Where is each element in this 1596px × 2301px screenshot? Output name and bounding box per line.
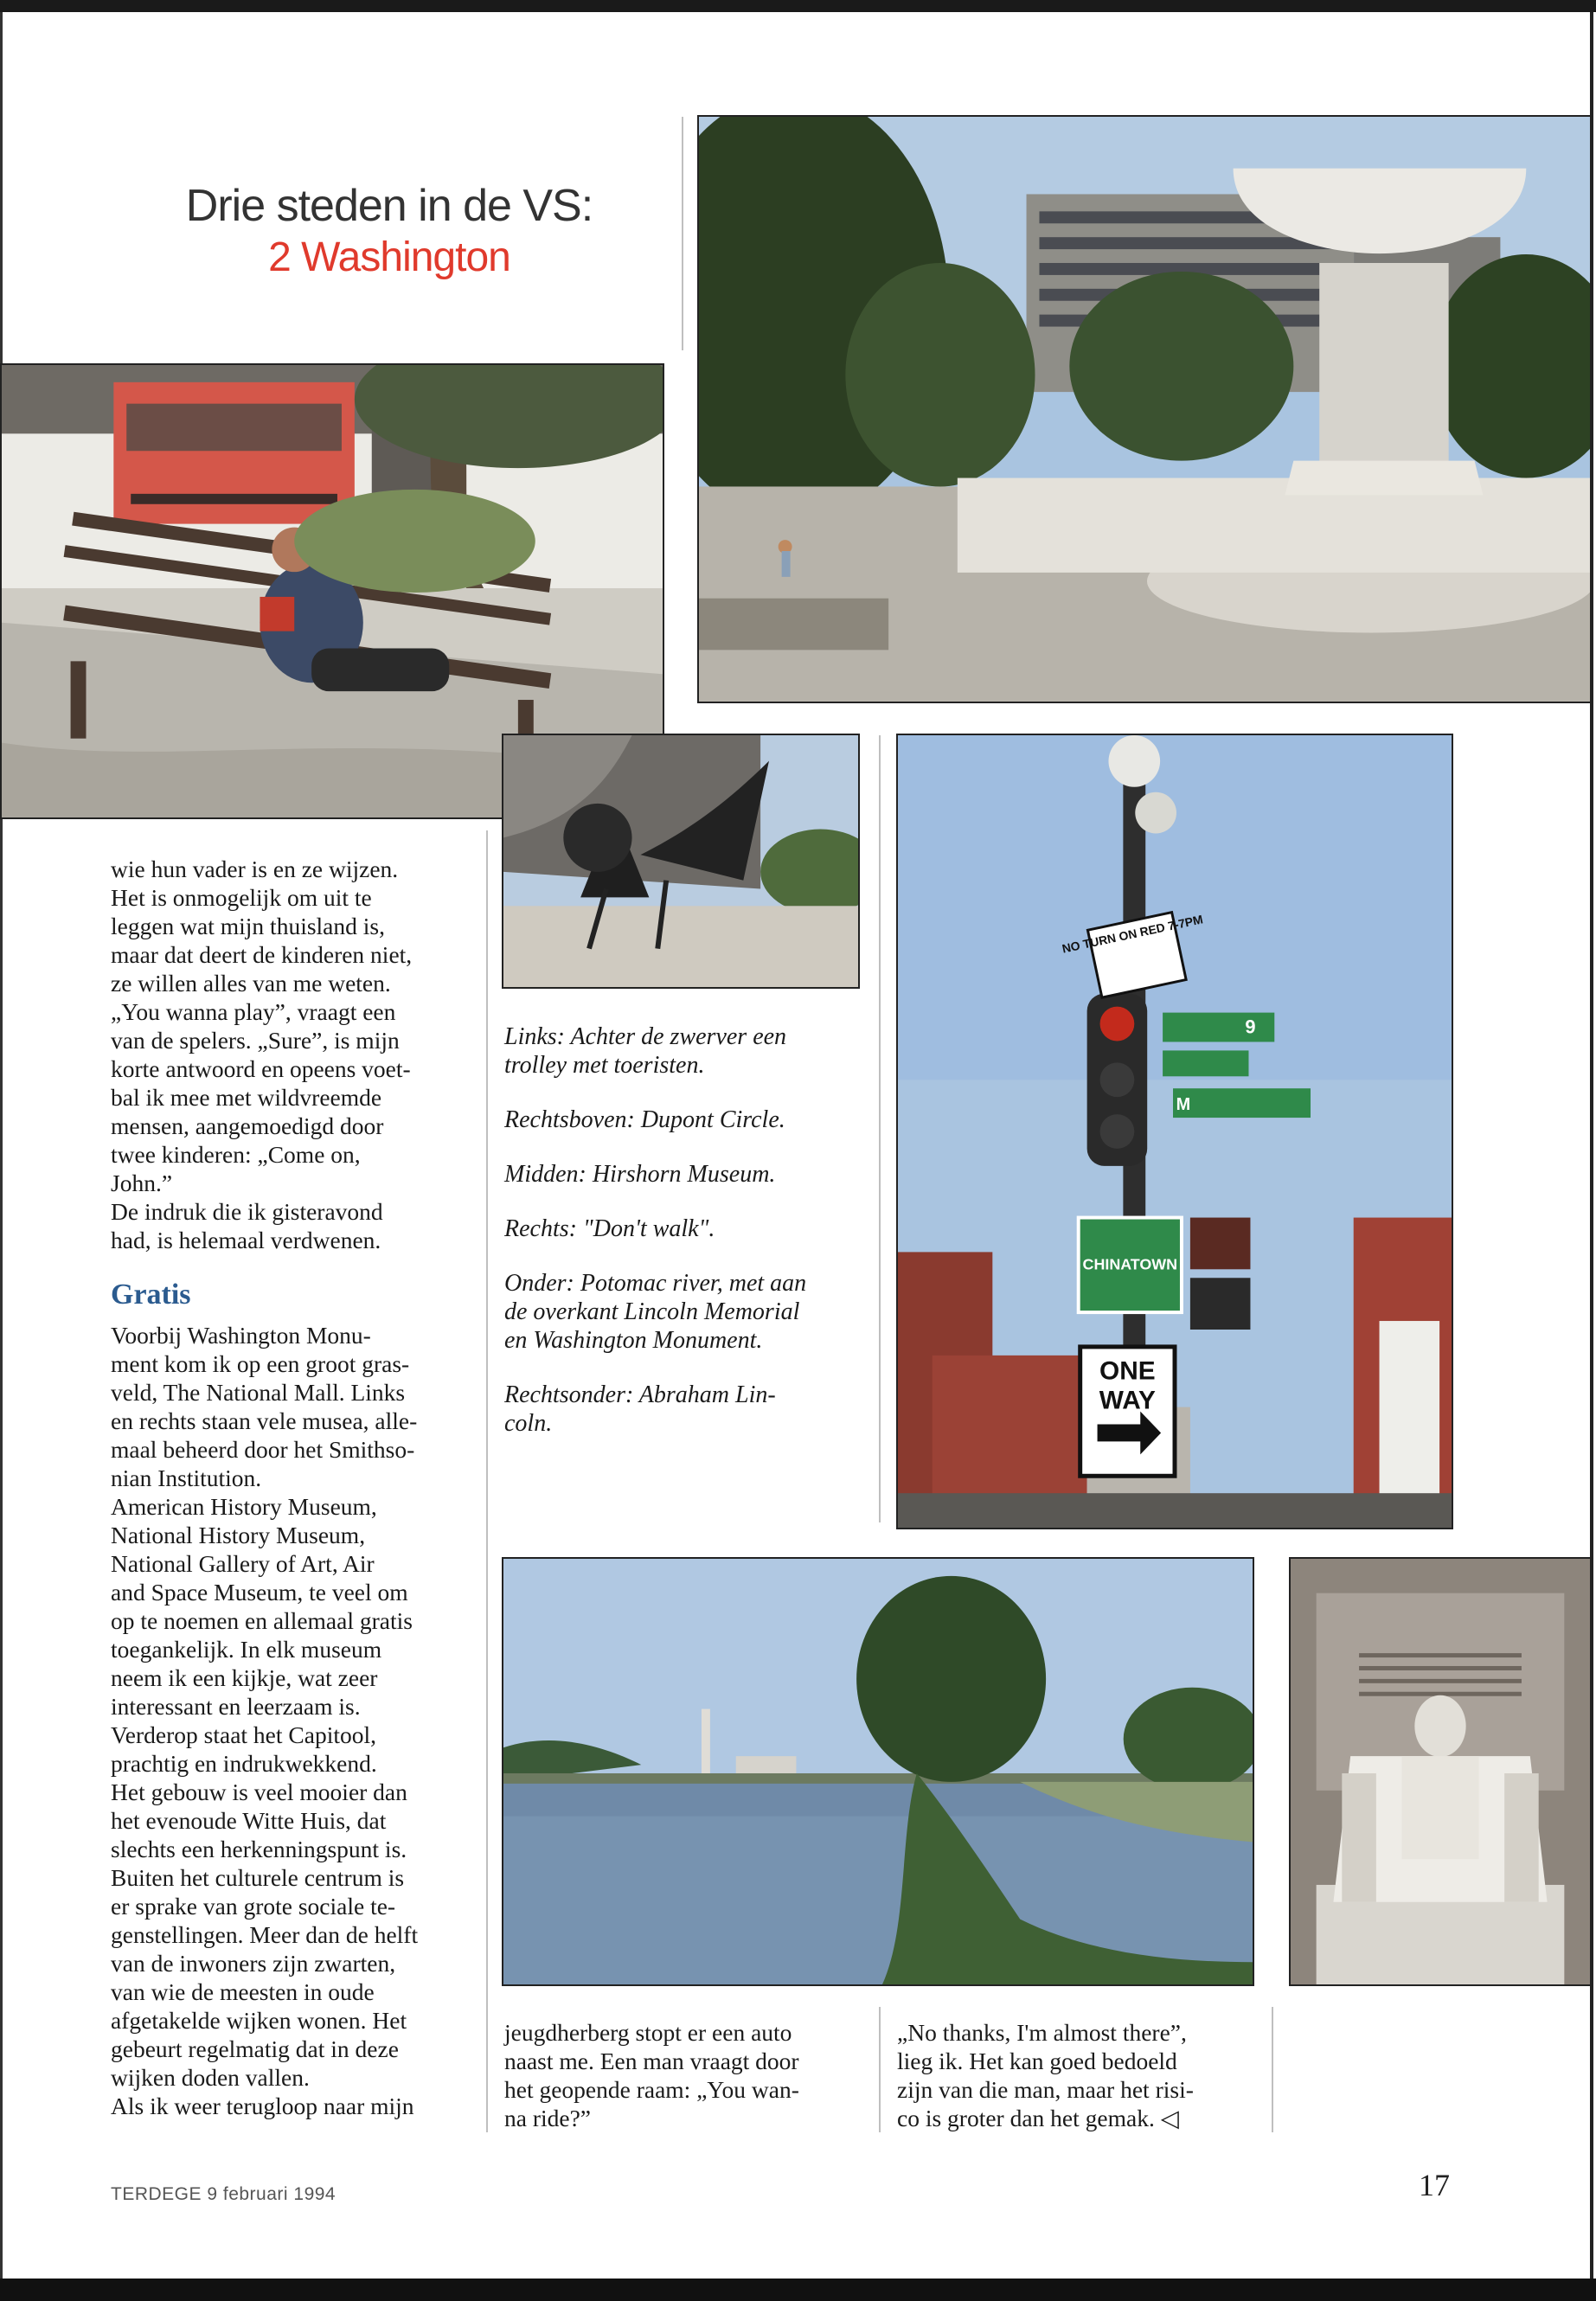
caption-line: Links: Achter de zwerver een: [504, 1023, 787, 1050]
body-line: wie hun vader is en ze wijzen.: [111, 856, 399, 882]
body-line: jeugdherberg stopt er een auto: [504, 2019, 792, 2046]
body-line: „You wanna play”, vraagt een: [111, 998, 396, 1025]
caption-top-right: [504, 1106, 868, 1134]
body-line: er sprake van grote sociale te-: [111, 1893, 396, 1920]
body-line: van de spelers. „Sure”, is mijn: [111, 1027, 400, 1054]
body-line: na ride?”: [504, 2105, 591, 2131]
caption-line: Rechtsboven: Dupont Circle.: [504, 1106, 785, 1133]
title-line-1: Drie steden in de VS:: [185, 181, 593, 231]
body-line: veld, The National Mall. Links: [111, 1379, 406, 1406]
column-1-text: [111, 855, 474, 2120]
body-line: De indruk die ik gisteravond: [111, 1198, 383, 1225]
title-line-2: 2 Washington: [268, 234, 510, 280]
body-line: genstellingen. Meer dan de helft: [111, 1921, 419, 1948]
caption-line: Rechts: "Don't walk".: [504, 1215, 715, 1242]
body-line: interessant en leerzaam is.: [111, 1693, 361, 1720]
chinatown-sign-text: CHINATOWN: [1082, 1255, 1178, 1273]
body-line: Buiten het culturele centrum is: [111, 1864, 405, 1891]
body-line: and Space Museum, te veel om: [111, 1579, 408, 1606]
body-line: „No thanks, I'm almost there”,: [897, 2019, 1187, 2046]
column-rule: [879, 2007, 881, 2132]
no-turn-sign-text: NO TURN ON RED 7-7PM: [1061, 912, 1204, 956]
body-line: mensen, aangemoedigd door: [111, 1112, 384, 1139]
caption-left: [504, 1022, 868, 1080]
lincoln-statue-photo: [1289, 1557, 1592, 1986]
column-rule: [486, 830, 488, 2132]
caption-line: de overkant Lincoln Memorial: [504, 1298, 800, 1325]
body-line: zijn van die man, maar het risi-: [897, 2076, 1194, 2103]
column-3-bottom-text: [897, 2018, 1265, 2132]
street-sign-9: 9: [1245, 1016, 1256, 1038]
body-line: co is groter dan het gemak. ◁: [897, 2105, 1179, 2131]
body-line: John.”: [111, 1170, 173, 1196]
body-line: afgetakelde wijken wonen. Het: [111, 2007, 407, 2034]
publication-footer: TERDEGE 9 februari 1994: [111, 2184, 337, 2204]
body-line: toegankelijk. In elk museum: [111, 1636, 382, 1663]
body-line: neem ik een kijkje, wat zeer: [111, 1664, 378, 1691]
body-line: korte antwoord en opeens voet-: [111, 1055, 411, 1082]
body-line: National History Museum,: [111, 1522, 366, 1548]
body-line: gebeurt regelmatig dat in deze: [111, 2035, 399, 2062]
caption-bottom-right: [504, 1381, 868, 1438]
caption-right: [504, 1215, 868, 1243]
caption-line: Midden: Hirshorn Museum.: [504, 1161, 776, 1188]
body-line: maal beheerd door het Smithso-: [111, 1436, 415, 1463]
caption-middle: [504, 1160, 868, 1189]
body-line: lieg ik. Het kan goed bedoeld: [897, 2048, 1177, 2074]
street-signs-photo: [896, 734, 1453, 1529]
left-edge: [0, 12, 3, 2279]
one-way-line-1: ONE: [1099, 1356, 1156, 1386]
body-line: prachtig en indrukwekkend.: [111, 1750, 377, 1777]
top-border: [0, 0, 1596, 12]
column-2-bottom-text: [504, 2018, 868, 2132]
street-sign-m: M: [1176, 1095, 1191, 1115]
body-line: het evenoude Witte Huis, dat: [111, 1807, 387, 1834]
body-line: op te noemen en allemaal gratis: [111, 1607, 413, 1634]
body-line: twee kinderen: „Come on,: [111, 1141, 361, 1168]
caption-line: Onder: Potomac river, met aan: [504, 1270, 807, 1297]
photo-captions: [504, 1022, 868, 1464]
body-line: ment kom ik op een groot gras-: [111, 1350, 410, 1377]
caption-line: Rechtsonder: Abraham Lin-: [504, 1381, 776, 1408]
body-line: Als ik weer terugloop naar mijn: [111, 2093, 414, 2119]
column-rule: [879, 735, 881, 1522]
caption-line: coln.: [504, 1410, 553, 1437]
potomac-river-photo: [502, 1557, 1254, 1986]
body-line: naast me. Een man vraagt door: [504, 2048, 799, 2074]
body-line: leggen wat mijn thuisland is,: [111, 913, 385, 939]
body-line: slechts een herkenningspunt is.: [111, 1836, 407, 1862]
page-number: 17: [1419, 2168, 1450, 2202]
body-line: Voorbij Washington Monu-: [111, 1322, 371, 1349]
body-line: maar dat deert de kinderen niet,: [111, 941, 413, 968]
column-rule: [1272, 2007, 1273, 2132]
caption-bottom: [504, 1269, 868, 1355]
section-heading-gratis: Gratis: [111, 1279, 191, 1311]
body-line: wijken doden vallen.: [111, 2064, 310, 2091]
hirshhorn-sculpture-photo: [502, 734, 860, 989]
body-line: bal ik mee met wildvreemde: [111, 1084, 382, 1111]
body-line: had, is helemaal verdwenen.: [111, 1227, 381, 1253]
body-line: nian Institution.: [111, 1465, 262, 1491]
body-line: van de inwoners zijn zwarten,: [111, 1950, 396, 1977]
body-line: American History Museum,: [111, 1493, 377, 1520]
body-line: National Gallery of Art, Air: [111, 1550, 375, 1577]
body-line: Het gebouw is veel mooier dan: [111, 1779, 407, 1805]
bottom-border: [0, 2279, 1596, 2301]
body-line: en rechts staan vele musea, alle-: [111, 1407, 418, 1434]
body-line: Het is onmogelijk om uit te: [111, 884, 372, 911]
caption-line: en Washington Monument.: [504, 1327, 763, 1354]
article-title: [0, 180, 779, 284]
body-line: van wie de meesten in oude: [111, 1978, 375, 2005]
dupont-circle-photo: [697, 115, 1592, 703]
body-line: ze willen alles van me weten.: [111, 970, 391, 997]
caption-line: trolley met toeristen.: [504, 1052, 705, 1079]
body-line: het geopende raam: „You wan-: [504, 2076, 799, 2103]
body-line: Verderop staat het Capitool,: [111, 1721, 376, 1748]
one-way-line-2: WAY: [1099, 1386, 1156, 1415]
